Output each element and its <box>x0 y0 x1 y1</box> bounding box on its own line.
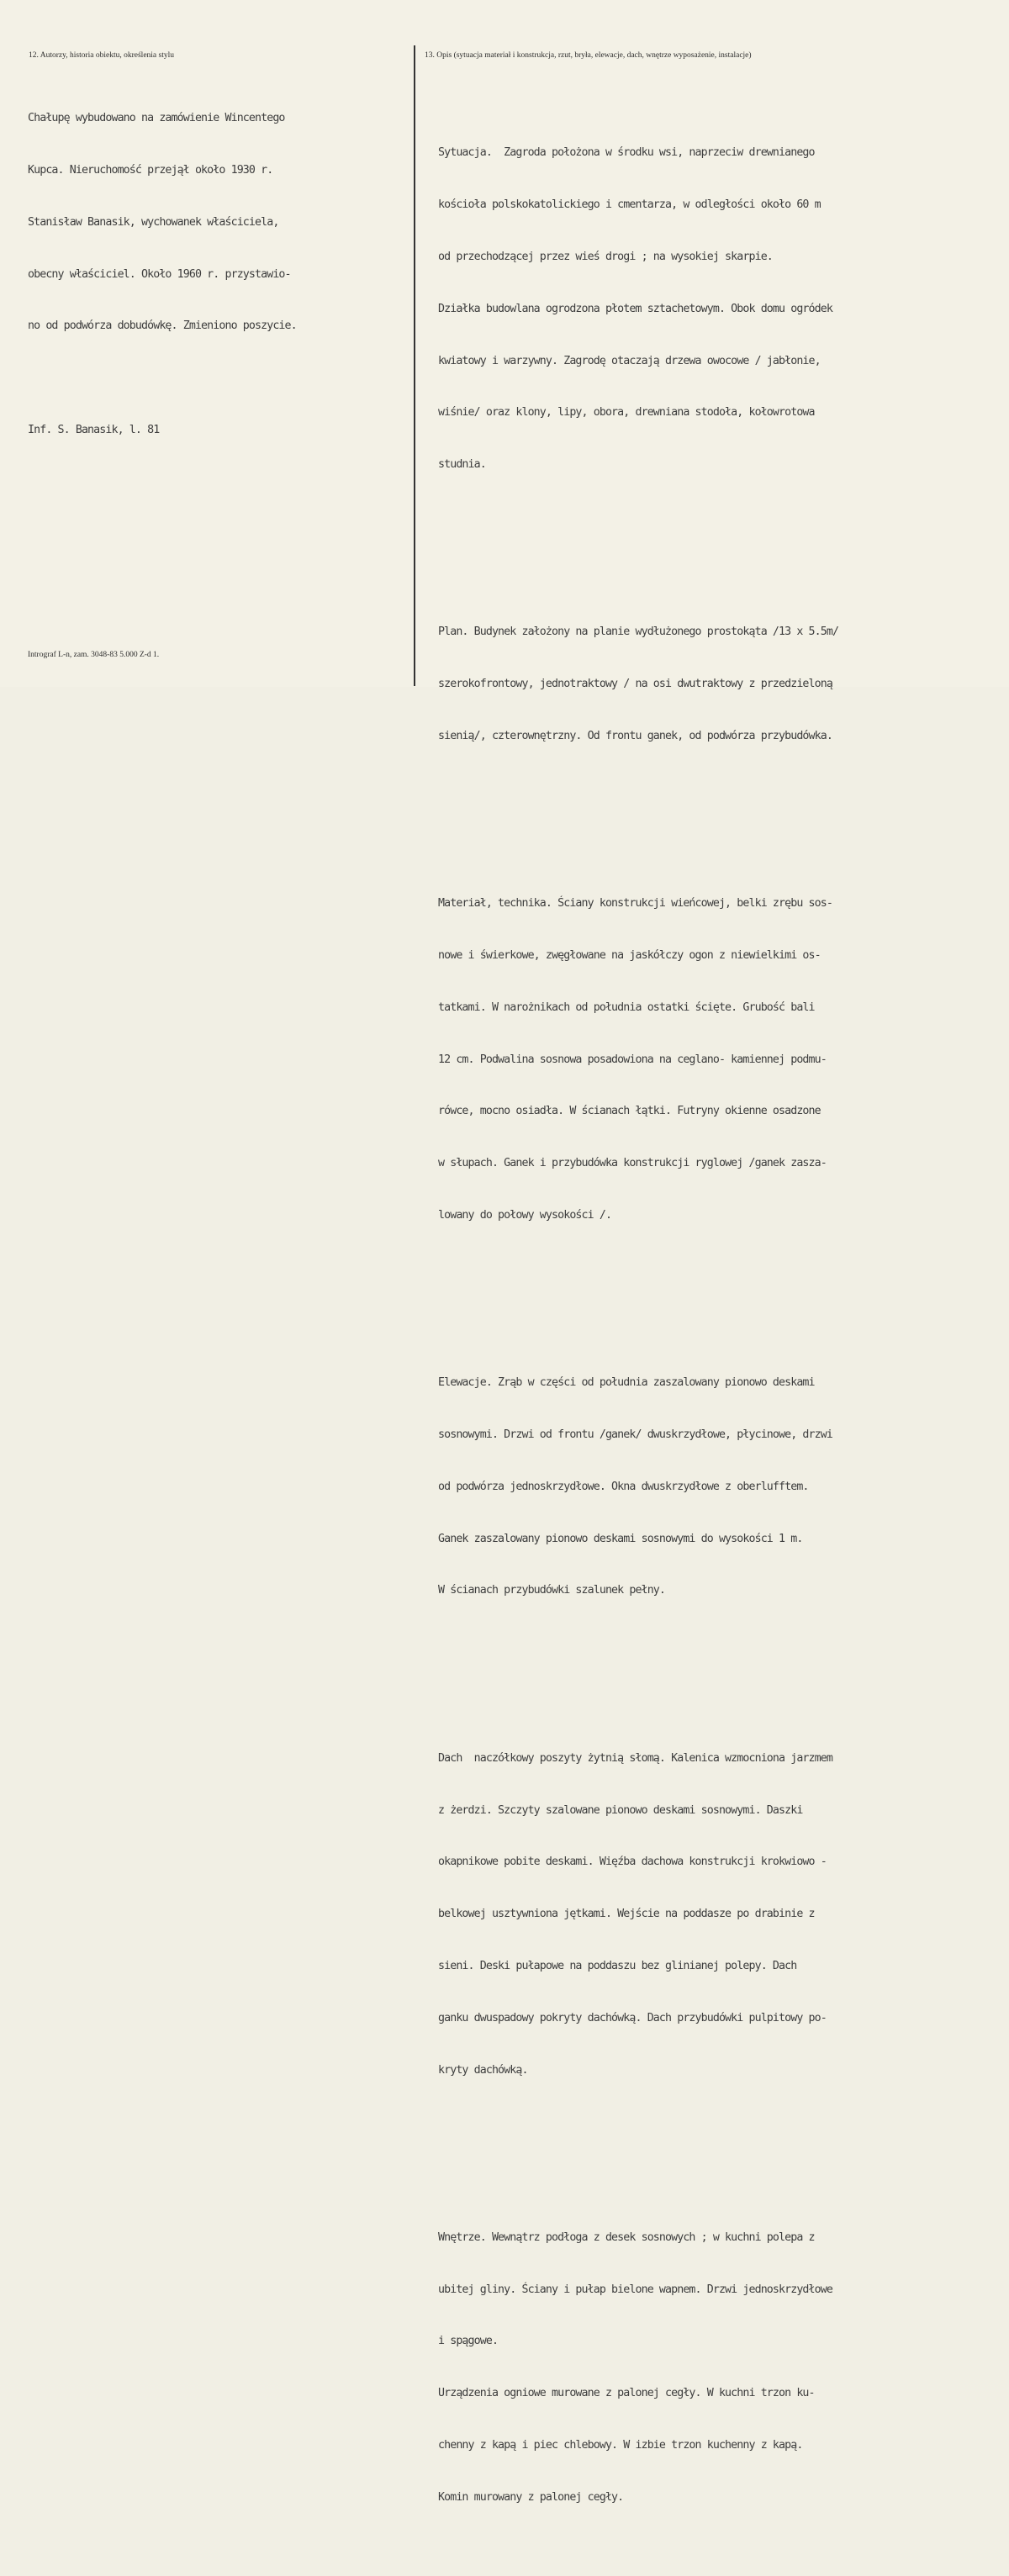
text-line: sienią/, czterownętrzny. Od frontu ganek, od podwórza przybudówka. <box>438 729 832 742</box>
text-line: Ganek zaszalowany pionowo deskami sosnowymi do wysokości 1 m. <box>438 1532 803 1545</box>
section-roof <box>438 1716 838 2114</box>
text-line: Dach naczółkowy poszyty żytnią słomą. Kalenica wzmocniona jarzmem <box>438 1751 832 1765</box>
text-line: Komin murowany z palonej cegły. <box>438 2490 624 2504</box>
description-text <box>438 76 838 2576</box>
text-line: Chałupę wybudowano na zamówienie Wincentego <box>28 112 285 125</box>
text-line: sieni. Deski pułapowe na poddaszu bez glinianej polepy. Dach <box>438 1959 797 1972</box>
text-line: kwiatowy i warzywny. Zagrodę otaczają drzewa owocowe / jabłonie, <box>438 354 821 367</box>
text-line: Kupca. Nieruchomość przejął około 1930 r. <box>28 163 273 177</box>
text-line: nowe i świerkowe, zwęgłowane na jaskółczy ogon z niewielkimi os- <box>438 949 821 963</box>
history-text <box>28 76 297 474</box>
text-line: okapnikowe pobite deskami. Więźba dachowa konstrukcji krokwiowo - <box>438 1855 827 1869</box>
text-line: sosnowymi. Drzwi od frontu /ganek/ dwuskrzydłowe, płycinowe, drzwi <box>438 1428 832 1442</box>
text-line: z żerdzi. Szczyty szalowane pionowo deskami sosnowymi. Daszki <box>438 1803 803 1817</box>
text-line: kościoła polskokatolickiego i cmentarza, w odległości około 60 m <box>438 198 821 212</box>
text-line: szerokofrontowy, jednotraktowy / na osi dwutraktowy z przedzieloną <box>438 678 832 691</box>
text-line: obecny właściciel. Około 1960 r. przystawio- <box>28 267 291 281</box>
section-elevations <box>438 1340 838 1634</box>
informant-line: Inf. S. Banasik, l. 81 <box>28 423 160 436</box>
text-line: Urządzenia ogniowe murowane z palonej cegły. W kuchni trzon ku- <box>438 2387 815 2400</box>
text-line: 12 cm. Podwalina sosnowa posadowiona na ceglano- kamiennej podmu- <box>438 1053 827 1066</box>
text-line: Działka budowlana ogrodzona płotem sztachetowym. Obok domu ogródek <box>438 302 832 315</box>
text-line: Elewacje. Zrąb w części od południa zaszalowany pionowo deskami <box>438 1376 815 1390</box>
text-line: od podwórza jednoskrzydłowe. Okna dwuskrzydłowe z oberlufftem. <box>438 1480 809 1493</box>
section-situation <box>438 110 838 509</box>
text-line: rówce, mocno osiadła. W ścianach łątki. Futryny okienne osadzone <box>438 1105 821 1118</box>
text-line: W ścianach przybudówki szalunek pełny. <box>438 1584 666 1597</box>
text-line: kryty dachówką. <box>438 2063 528 2077</box>
text-line: lowany do połowy wysokości /. <box>438 1209 612 1222</box>
text-line: ganku dwuspadowy pokryty dachówką. Dach przybudówki pulpitowy po- <box>438 2011 827 2024</box>
text-line: od przechodzącej przez wieś drogi ; na wysokiej skarpie. <box>438 250 773 263</box>
field-13-header: 13. Opis (sytuacja materiał i konstrukcja, rzut, bryła, elewacje, dach, wnętrze wyposażenie, instalacje) <box>425 51 752 60</box>
text-line: tatkami. W narożnikach od południa ostatki ścięte. Grubość bali <box>438 1000 815 1014</box>
text-line: Materiał, technika. Ściany konstrukcji wieńcowej, belki zrębu sos- <box>438 897 832 911</box>
text-line: chenny z kapą i piec chlebowy. W izbie trzon kuchenny z kapą. <box>438 2438 803 2452</box>
printer-footer: Intrograf L-n, zam. 3048-83 5.000 Z-d 1. <box>28 651 160 659</box>
column-divider <box>414 45 415 686</box>
section-interior <box>438 2195 838 2542</box>
text-line: w słupach. Ganek i przybudówka konstrukcji ryglowej /ganek zasza- <box>438 1157 827 1170</box>
field-12-header: 12. Autorzy, historia obiektu, określenia stylu <box>29 51 174 60</box>
text-line: Stanisław Banasik, wychowanek właściciela, <box>28 215 279 229</box>
text-line: wiśnie/ oraz klony, lipy, obora, drewniana stodoła, kołowrotowa <box>438 406 815 420</box>
text-line: no od podwórza dobudówkę. Zmieniono poszycie. <box>28 319 297 333</box>
text-line <box>28 370 297 388</box>
text-line: belkowej usztywniona jętkami. Wejście na poddasze po drabinie z <box>438 1908 815 1921</box>
text-line: ubitej gliny. Ściany i pułap bielone wapnem. Drzwi jednoskrzydłowe <box>438 2283 832 2296</box>
text-line: i spągowe. <box>438 2335 499 2348</box>
text-line: Wnętrze. Wewnątrz podłoga z desek sosnowych ; w kuchni polepa z <box>438 2230 815 2244</box>
text-line: Plan. Budynek założony na planie wydłużonego prostokąta /13 x 5.5m/ <box>438 626 839 639</box>
text-line: Sytuacja. Zagroda położona w środku wsi, naprzeciw drewnianego <box>438 146 815 160</box>
text-line: studnia. <box>438 458 486 472</box>
section-plan <box>438 589 838 780</box>
section-material <box>438 861 838 1259</box>
